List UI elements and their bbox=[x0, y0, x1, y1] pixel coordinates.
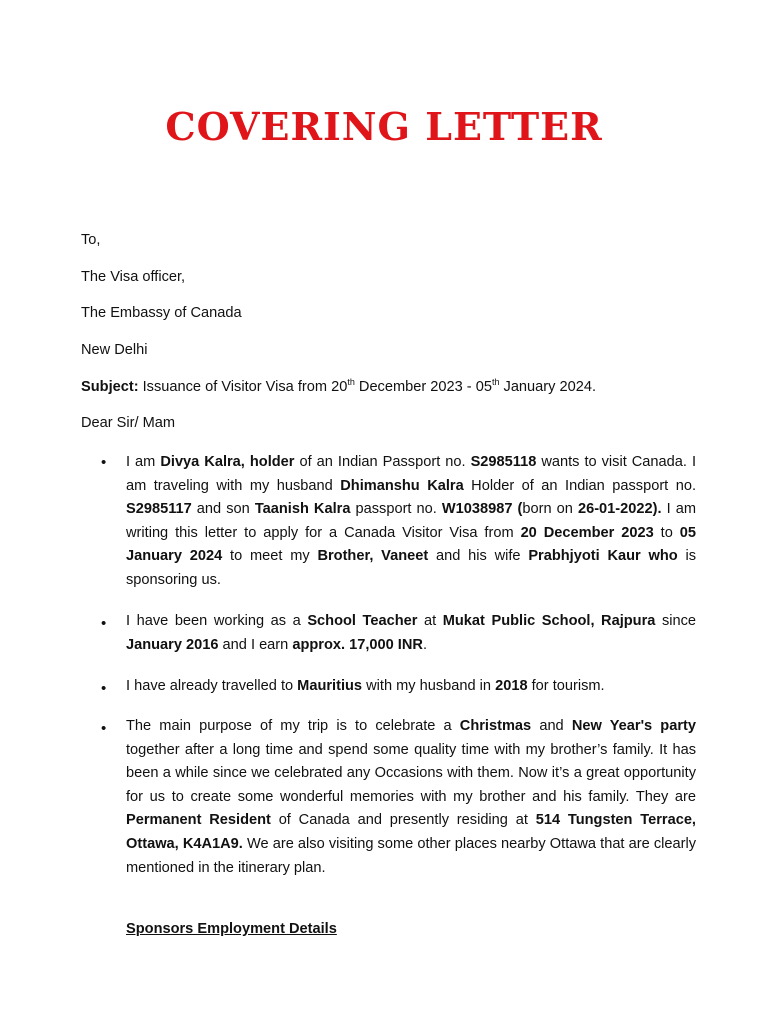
subject-line bbox=[81, 379, 596, 395]
page-title: COVERING LETTER bbox=[165, 104, 603, 149]
bullet-icon: • bbox=[101, 615, 107, 632]
bold-run: School Teacher bbox=[307, 613, 418, 629]
bold-run: S2985117 bbox=[126, 501, 192, 518]
text-run: with my husband in bbox=[362, 678, 496, 694]
subject-text: January 2024. bbox=[499, 379, 597, 395]
text-run: for tourism. bbox=[527, 678, 605, 694]
bold-run: Dhimanshu Kalra bbox=[340, 477, 464, 494]
paragraph-applicant bbox=[126, 451, 696, 593]
address-to: To, bbox=[81, 232, 101, 248]
text-run: passport no. bbox=[350, 501, 442, 518]
bold-run: Christmas bbox=[459, 718, 532, 734]
bold-run: 26-01-2022). bbox=[577, 501, 662, 518]
text-run: and his wife bbox=[428, 548, 529, 565]
bold-run: S2985118 bbox=[470, 454, 537, 470]
paragraph-travel-history bbox=[126, 675, 696, 699]
bold-run: 2018 bbox=[495, 678, 528, 694]
text-run: to bbox=[653, 524, 680, 541]
text-run: The main purpose of my trip is to celebrate a bbox=[126, 718, 460, 734]
subject-sup: th bbox=[491, 377, 500, 388]
bold-run: Taanish Kalra bbox=[254, 501, 351, 518]
text-run: to meet my bbox=[222, 548, 318, 565]
text-run: born on bbox=[522, 501, 578, 518]
bold-run: 20 December 2023 bbox=[520, 524, 654, 541]
bold-run: 05 January 2024 bbox=[126, 524, 696, 565]
bold-run: Divya Kalra, holder bbox=[160, 454, 295, 470]
text-run: at bbox=[417, 613, 443, 629]
text-run: and bbox=[531, 718, 572, 734]
bullet-icon: • bbox=[101, 720, 107, 737]
salutation: Dear Sir/ Mam bbox=[81, 415, 176, 431]
subject-text: December 2023 - 05 bbox=[354, 379, 492, 395]
subject-text: Issuance of Visitor Visa from 20 bbox=[138, 379, 348, 395]
bold-run: Mauritius bbox=[297, 678, 363, 694]
text-run: Holder of an Indian passport no. bbox=[463, 477, 697, 494]
bold-run: January 2016 bbox=[126, 636, 219, 653]
bold-run: approx. 17,000 INR bbox=[292, 636, 423, 653]
address-embassy: The Embassy of Canada bbox=[81, 305, 242, 321]
bold-run: Mukat Public School, Rajpura bbox=[442, 613, 656, 629]
text-run: I have been working as a bbox=[126, 613, 308, 629]
bold-run: Permanent Resident bbox=[126, 812, 271, 829]
text-run: I am writing this letter to apply for a Canada Visitor Visa from bbox=[126, 501, 696, 541]
text-run: We are also visiting some other places nearby Ottawa that are clearly mentioned in the itinerary plan. bbox=[126, 835, 696, 876]
address-officer: The Visa officer, bbox=[81, 269, 186, 285]
bullet-icon: • bbox=[101, 454, 107, 471]
text-run: I have already travelled to bbox=[126, 678, 298, 694]
address-city: New Delhi bbox=[81, 342, 148, 358]
text-run: since bbox=[655, 613, 697, 629]
text-run: of an Indian Passport no. bbox=[294, 454, 471, 470]
paragraph-employment bbox=[126, 610, 696, 657]
text-run: I am bbox=[126, 454, 161, 470]
text-run: and son bbox=[191, 501, 255, 518]
bold-run: Brother, Vaneet bbox=[317, 548, 429, 565]
subject-label: Subject: bbox=[81, 379, 139, 395]
text-run: wants to visit Canada. I am traveling with my husband bbox=[126, 454, 697, 494]
bold-run: 514 Tungsten Terrace, Ottawa, K4A1A9. bbox=[126, 812, 696, 852]
text-run: of Canada and presently residing at bbox=[270, 812, 536, 829]
text-run: . bbox=[422, 636, 427, 653]
section-heading: Sponsors Employment Details bbox=[126, 921, 337, 937]
bold-run: W1038987 ( bbox=[441, 501, 523, 518]
bold-run: Prabhjyoti Kaur who bbox=[528, 548, 678, 565]
text-run: and I earn bbox=[218, 636, 293, 653]
bold-run: New Year's party bbox=[571, 718, 696, 734]
bullet-icon: • bbox=[101, 680, 107, 697]
text-run: is sponsoring us. bbox=[126, 548, 697, 588]
subject-sup: th bbox=[347, 377, 355, 388]
text-run: together after a long time and spend some quality time with my brother’s family. It has been a while since we celebrated any Occasions with them. Now it’s a great opportunity for us to create some wonderful memories with my brother and his family. They are bbox=[126, 741, 696, 805]
paragraph-purpose bbox=[126, 715, 696, 880]
